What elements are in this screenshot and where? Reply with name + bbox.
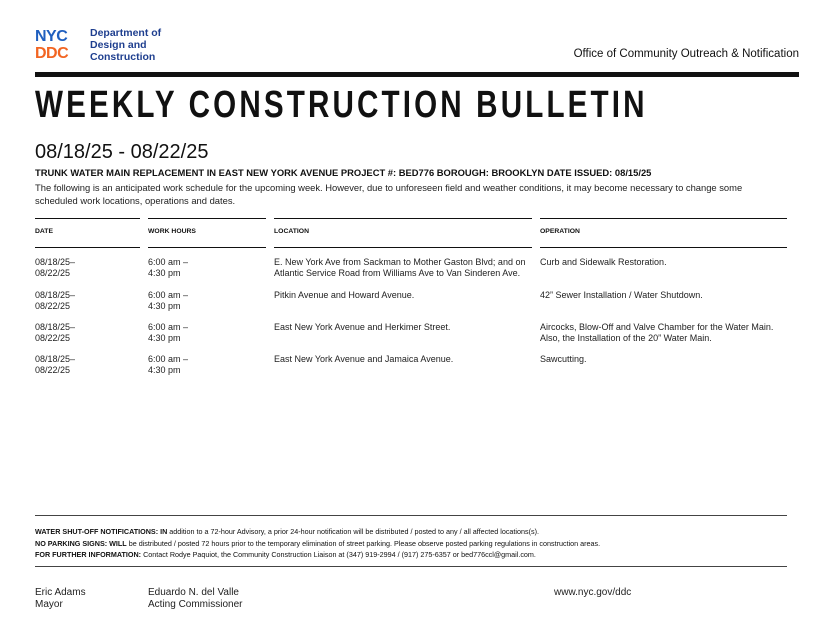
table-row-date	[35, 257, 135, 279]
logo-ddc-text: DDC	[35, 45, 69, 60]
header-work-hours: WORK HOURS	[148, 228, 196, 235]
notice-text: addition to a 72-hour Advisory, a prior 24-hour notification will be distributed / posted to any / all affected locations(s).	[167, 527, 539, 536]
table-row-operation: Aircocks, Blow-Off and Valve Chamber for the Water Main. Also, the Installation of the 20” Water Main.	[540, 322, 774, 343]
table-row-hours	[148, 322, 258, 344]
notices-divider-top	[35, 515, 787, 516]
row-hours-end: 4:30 pm	[148, 365, 181, 375]
notice-label: NO PARKING SIGNS: WILL	[35, 539, 127, 548]
col-rule-bottom	[148, 247, 266, 248]
row-date-start: 08/18/25–	[35, 257, 76, 267]
col-rule-bottom	[35, 247, 140, 248]
table-row-operation: 42” Sewer Installation / Water Shutdown.	[540, 290, 703, 300]
row-date-end: 08/22/25	[35, 365, 71, 375]
mayor-name: Eric Adams	[35, 587, 86, 598]
row-date-start: 08/18/25–	[35, 354, 76, 364]
col-rule-top	[148, 218, 266, 219]
table-row-hours	[148, 257, 258, 279]
row-date-end: 08/22/25	[35, 333, 71, 343]
nyc-ddc-logo	[35, 26, 85, 60]
intro-text: The following is an anticipated work schedule for the upcoming week. However, due to unforeseen field and weather conditions, it may become necessary to change some scheduled work locations, operations and dates.	[35, 182, 743, 206]
table-row-location: Pitkin Avenue and Howard Avenue.	[274, 290, 415, 300]
no-parking-notice	[35, 539, 600, 548]
table-row-hours	[148, 290, 258, 312]
water-shutoff-notice	[35, 527, 539, 536]
col-rule-bottom	[540, 247, 787, 248]
table-row-date	[35, 354, 135, 376]
header-location: LOCATION	[274, 228, 309, 235]
col-rule-top	[540, 218, 787, 219]
row-hours-start: 6:00 am –	[148, 354, 189, 364]
page-title: WEEKLY CONSTRUCTION BULLETIN	[35, 84, 648, 126]
org-name	[90, 27, 161, 63]
website-link[interactable]: www.nyc.gov/ddc	[554, 587, 632, 598]
notice-text: Contact Rodye Paquiot, the Community Construction Liaison at (347) 919-2994 / (917) 275-6357 or bed776ccl@gmail.com.	[141, 550, 536, 559]
table-row-location: East New York Avenue and Jamaica Avenue.	[274, 354, 454, 364]
row-hours-end: 4:30 pm	[148, 268, 181, 278]
row-date-start: 08/18/25–	[35, 322, 76, 332]
header-operation: OPERATION	[540, 228, 580, 235]
table-row-date	[35, 290, 135, 312]
project-line: TRUNK WATER MAIN REPLACEMENT IN EAST NEW YORK AVENUE PROJECT #: BED776 BOROUGH: BROOKLYN DATE ISSUED: 08/15/25	[35, 167, 652, 178]
row-date-end: 08/22/25	[35, 301, 71, 311]
commissioner-name: Eduardo N. del Valle	[148, 587, 239, 598]
org-name-line3: Construction	[90, 51, 156, 63]
row-hours-start: 6:00 am –	[148, 290, 189, 300]
col-rule-top	[274, 218, 532, 219]
col-rule-bottom	[274, 247, 532, 248]
table-row-operation: Curb and Sidewalk Restoration.	[540, 257, 667, 267]
col-rule-top	[35, 218, 140, 219]
commissioner-title: Acting Commissioner	[148, 599, 243, 610]
notice-text: be distributed / posted 72 hours prior to the temporary elimination of street parking. Please observe posted parking regulations in construction areas.	[126, 539, 601, 548]
mayor-title: Mayor	[35, 599, 63, 610]
table-row-date	[35, 322, 135, 344]
row-hours-start: 6:00 am –	[148, 257, 189, 267]
header-divider	[35, 72, 799, 77]
row-hours-end: 4:30 pm	[148, 333, 181, 343]
further-info-notice	[35, 550, 536, 559]
mayor-signature	[35, 587, 86, 611]
table-row-location: East New York Avenue and Herkimer Street.	[274, 322, 451, 332]
row-hours-start: 6:00 am –	[148, 322, 189, 332]
org-name-line2: Design and	[90, 39, 147, 51]
header-date: DATE	[35, 228, 53, 235]
commissioner-signature	[148, 587, 242, 611]
table-row-hours	[148, 354, 258, 376]
logo-nyc-text: NYC	[35, 28, 68, 45]
notices-divider-bottom	[35, 566, 787, 567]
date-range: 08/18/25 - 08/22/25	[35, 141, 209, 163]
office-name: Office of Community Outreach & Notification	[573, 48, 799, 60]
row-hours-end: 4:30 pm	[148, 301, 181, 311]
notice-label: WATER SHUT-OFF NOTIFICATIONS: IN	[35, 527, 168, 536]
row-date-start: 08/18/25–	[35, 290, 76, 300]
row-date-end: 08/22/25	[35, 268, 71, 278]
table-row-operation: Sawcutting.	[540, 354, 587, 364]
notice-label: FOR FURTHER INFORMATION:	[35, 550, 142, 559]
table-row-location: E. New York Ave from Sackman to Mother Gaston Blvd; and on Atlantic Service Road from Williams Ave to Van Sinderen Ave.	[274, 257, 526, 278]
org-name-line1: Department of	[90, 27, 162, 39]
